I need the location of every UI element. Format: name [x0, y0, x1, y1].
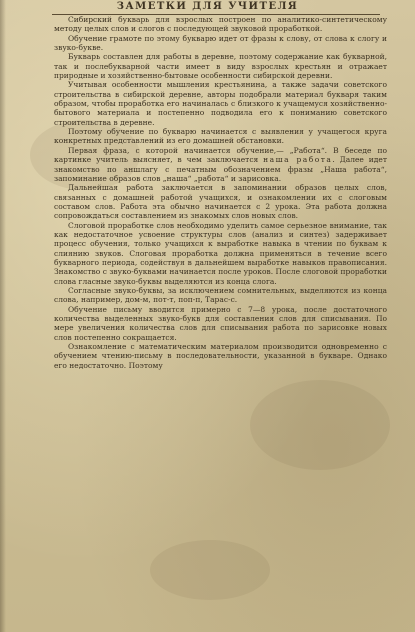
spaced-emphasis: наша работа: [263, 155, 333, 165]
page-title: ЗАМЕТКИ ДЛЯ УЧИТЕЛЯ: [116, 1, 299, 12]
paragraph-text: Слоговой проработке слов необходимо уделить самое серьезное внимание, так как недостаточное усвоение структуры слов (анализ и синтез) задерживает процесс обучения, только учащихся к выработке навыка в чтении по буквам к слиянию звуков. Слоговая проработка должна применяться в течение всего букварного периода, содействуя в дальнейшем выработке навыков правописания. Знакомство с звуко-буквами начинается после уроков. После слоговой проработки слова гласные звуко-буквы выделяются из конца слога.: [54, 220, 387, 286]
paragraph-text: Обучение письму вводится примерно с 7—8 урока, после достаточного количества выделенных звуко-букв для составления слов для списывания. По мере увеличения количества слов для списывания работа по зарисовке новых слов постепенно сокращается.: [54, 304, 387, 342]
paragraph: [54, 342, 387, 370]
paper-stain: [250, 380, 390, 470]
paragraph: [54, 146, 387, 183]
paragraph-text: Согласные звуко-буквы, за исключением сомнительных, выделяются из конца слова, например, дом-м, пот-т, поп-п, Тарас-с.: [54, 285, 387, 305]
paragraph: [54, 305, 387, 342]
paragraph-text: Букварь составлен для работы в деревне, поэтому содержание как букварной, так и послебукварной части имеет в виду взрослых крестьян и отражает природные и хозяйственно-бытовые особенности сибирской деревни.: [54, 52, 387, 81]
paragraph-text: Поэтому обучение по букварю начинается с выявления у учащегося круга конкретных представлений из его домашней обстановки.: [54, 127, 387, 146]
paragraph: [54, 34, 387, 53]
paragraph: [54, 286, 387, 305]
paragraph: [54, 221, 387, 286]
page-edge-shadow: [0, 0, 6, 632]
paragraph-text: Ознакомление с математическим материалом производится одновременно с обучением чтению-письму в последовательности, указанной в букваре. Однако его недостаточно. Поэтому: [54, 342, 387, 370]
paragraph: [54, 183, 387, 220]
paragraph-text: Обучение грамоте по этому букварю идет от фразы к слову, от слова к слогу и звуко-букве.: [54, 33, 387, 53]
paragraph: [54, 80, 387, 127]
paragraph-text: Первая фраза, с которой начинается обучение,— „Работа“. В беседе по картинке учитель выясняет, в чем заключается: [54, 145, 387, 165]
paragraph-text: Учитывая особенности мышления крестьянина, а также задачи советского строительства в сибирской деревне, авторы подобрали материал букваря таким образом, чтобы проработка его начиналась с близкого к учащемуся хозяйственно-бытового материала и постепенно подводила его к пониманию советского строительства в деревне.: [54, 80, 387, 127]
paragraph-text: Дальнейшая работа заключается в запоминании образов целых слов, связанных с домашней работой учащихся, и ознакомлении их с слоговым составом слов. Работа эта обычно начинается с 2 урока. Эта работа должна сопровождаться составлением из знакомых слов новых слов.: [54, 183, 387, 221]
paragraph: [54, 127, 387, 146]
paragraph-text: Сибирский букварь для взрослых построен по аналитико-синтетическому методу целых слов и слогов с последующей звуковой проработкой.: [54, 15, 387, 34]
body-text: [54, 15, 387, 370]
paragraph: [54, 52, 387, 80]
paper-stain: [150, 540, 270, 600]
paragraph-text: . Далее идет знакомство по аншлагу с печатным обозначением фразы „Наша работа“, запоминание образов слов „наша“ „работа“ и зарисовка.: [54, 155, 387, 183]
paragraph: [54, 15, 387, 34]
